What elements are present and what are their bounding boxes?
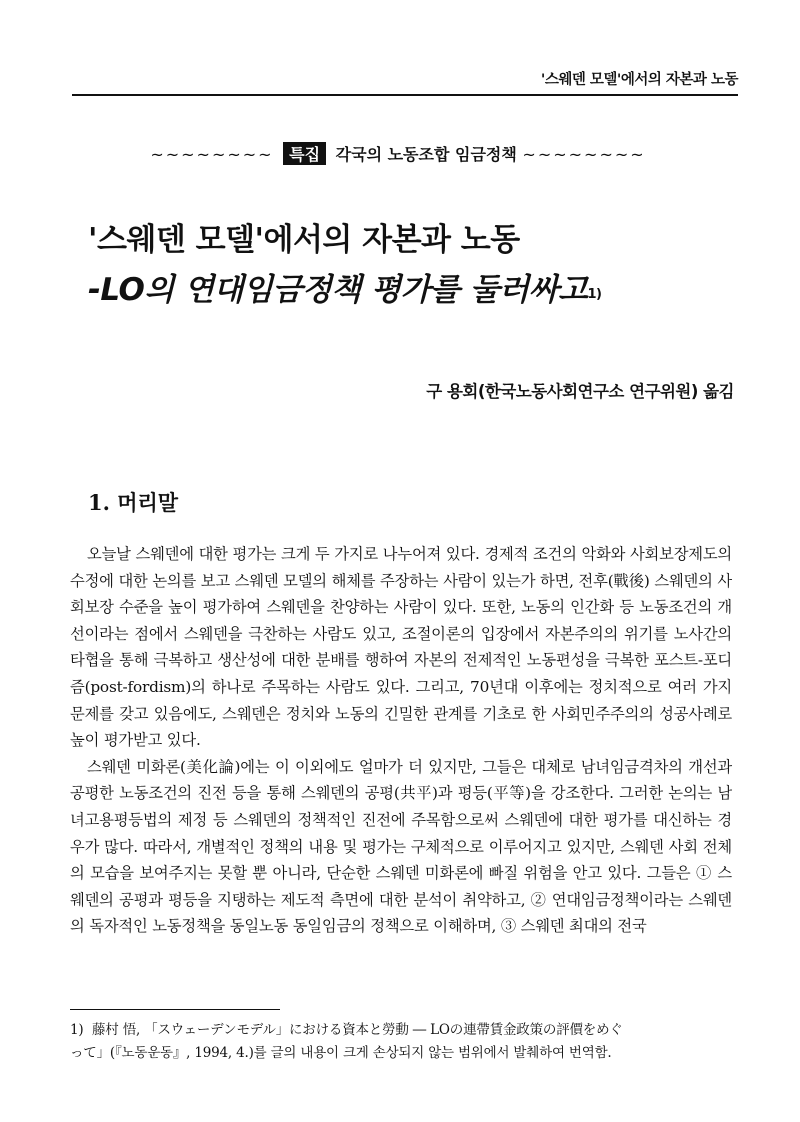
- banner-tildes-right: ~~~~~~~~: [522, 145, 646, 164]
- running-header: '스웨덴 모델'에서의 자본과 노동: [540, 72, 738, 88]
- footnote: [70, 1019, 732, 1065]
- section-heading: 1. 머리말: [88, 490, 179, 515]
- title-line-1: '스웨덴 모델'에서의 자본과 노동: [88, 222, 520, 258]
- byline: 구 용회(한국노동사회연구소 연구위원) 옮김: [426, 382, 734, 401]
- banner-text: 각국의 노동조합 임금정책: [335, 145, 517, 164]
- footnote-line-2: って」(『노동운동』, 1994, 4.)를 글의 내용이 크게 손상되지 않는 범위에서 발췌하여 번역함.: [70, 1045, 612, 1061]
- section-banner: [58, 142, 738, 165]
- header-rule: [72, 94, 738, 96]
- paragraph-1: 오늘날 스웨덴에 대한 평가는 크게 두 가지로 나누어져 있다. 경제적 조건의 악화와 사회보장제도의 수정에 대한 논의를 보고 스웨덴 모델의 해체를 주장하는 사람이 있는가 하면, 전후(戰後) 스웨덴의 사회보장 수준을 높이 평가하여 스웨덴을 찬양하는 사람이 있다. 또한, 노동의 인간화 등 노동조건의 개선이라는 점에서 스웨덴을 극찬하는 사람도 있고, 조절이론의 입장에서 자본주의의 위기를 노사간의 타협을 통해 극복하고 생산성에 대한 분배를 행하여 자본의 전제적인 노동편성을 극복한 포스트-포디즘(post-fordism)의 하나로 주목하는 사람도 있다. 그리고, 70년대 이후에는 정치적으로 여러 가지 문제를 갖고 있음에도, 스웨덴은 정치와 노동의 긴밀한 관계를 기초로 한 사회민주주의의 성공사례로 높이 평가받고 있다.: [70, 545, 732, 750]
- footnote-marker: 1): [587, 287, 602, 302]
- body-text: [70, 541, 732, 940]
- subtitle-text: -LO의 연대임금정책 평가를 둘러싸고: [88, 272, 588, 308]
- title-line-2: [88, 265, 602, 320]
- footnote-rule: [70, 1009, 280, 1010]
- banner-tildes-left: ~~~~~~~~: [150, 145, 274, 164]
- paragraph-2: 스웨덴 미화론(美化論)에는 이 이외에도 얼마가 더 있지만, 그들은 대체로 남녀임금격차의 개선과 공평한 노동조건의 진전 등을 통해 스웨덴의 공평(共平)과 평등(平等)을 강조한다. 그러한 논의는 남녀고용평등법의 제정 등 스웨덴의 정책적인 진전에 주목함으로써 스웨덴에 대한 평가를 대신하는 경우가 많다. 따라서, 개별적인 정책의 내용 및 평가는 구체적으로 이루어지고 있지만, 스웨덴 사회 전체의 모습을 보여주지는 못할 뿐 아니라, 단순한 스웨덴 미화론에 빠질 위험을 안고 있다. 그들은 ① 스웨덴의 공평과 평등을 지탱하는 제도적 측면에 대한 분석이 취약하고, ② 연대임금정책이라는 스웨덴의 독자적인 노동정책을 동일노동 동일임금의 정책으로 이해하며, ③ 스웨덴 최대의 전국: [70, 757, 732, 936]
- footnote-number: 1): [70, 1022, 84, 1038]
- article-title: [88, 215, 602, 320]
- special-feature-badge: 특집: [283, 142, 326, 165]
- footnote-text-1: 藤村 悟, 「スウェーデンモデル」における資本と勞動 ― LOの連帶賃金政策の評價をめぐ: [92, 1022, 623, 1038]
- footnote-line-1: [70, 1019, 732, 1042]
